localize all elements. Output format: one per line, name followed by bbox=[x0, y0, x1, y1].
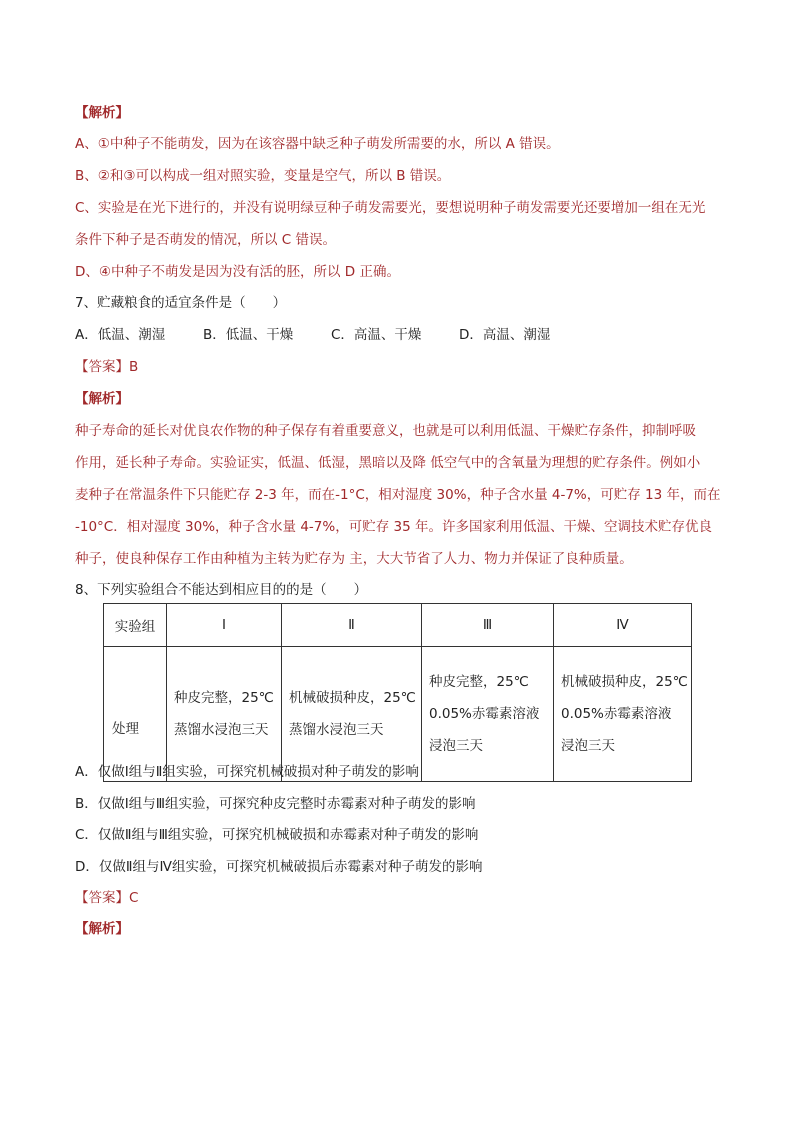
cell-line: 0.05%赤霉素溶液 bbox=[429, 706, 540, 722]
table-cell bbox=[554, 647, 692, 782]
cell-line: 种皮完整，25℃ bbox=[429, 674, 529, 690]
q8-option-d: D．仅做Ⅱ组与Ⅳ组实验，可探究机械破损后赤霉素对种子萌发的影响 bbox=[75, 859, 483, 875]
q7-analysis-line-1: 种子寿命的延长对优良农作物的种子保存有着重要意义，也就是可以利用低温、干燥贮存条件，抑制呼吸 bbox=[75, 423, 696, 439]
question-7-analysis-heading: 【解析】 bbox=[75, 391, 129, 407]
table-row bbox=[104, 647, 692, 782]
cell-line: 种皮完整，25℃ bbox=[174, 690, 274, 706]
q7-analysis-line-5: 种子，使良种保存工作由种植为主转为贮存为 主，大大节省了人力、物力并保证了良种质量。 bbox=[75, 551, 633, 567]
cell-line: 浸泡三天 bbox=[429, 738, 483, 754]
q7-option-b: B．低温、干燥 bbox=[203, 327, 294, 343]
q7-analysis-line-4: -10°C．相对湿度 30%，种子含水量 4-7%，可贮存 35 年。许多国家利用低温、干燥、空调技术贮存优良 bbox=[75, 519, 712, 535]
experiment-table bbox=[103, 603, 692, 782]
analysis-option-a: A、①中种子不能萌发，因为在该容器中缺乏种子萌发所需要的水，所以 A 错误。 bbox=[75, 136, 560, 152]
cell-line: 浸泡三天 bbox=[561, 738, 615, 754]
analysis-option-c-line1: C、实验是在光下进行的，并没有说明绿豆种子萌发需要光，要想说明种子萌发需要光还要增加一组在无光 bbox=[75, 200, 706, 216]
cell-line: 机械破损种皮，25℃ bbox=[561, 674, 688, 690]
q7-analysis-line-3: 麦种子在常温条件下只能贮存 2-3 年，而在-1°C，相对湿度 30%，种子含水量 4-7%，可贮存 13 年，而在 bbox=[75, 487, 721, 503]
cell-line: 蒸馏水浸泡三天 bbox=[289, 722, 384, 738]
q8-option-c: C．仅做Ⅱ组与Ⅲ组实验，可探究机械破损和赤霉素对种子萌发的影响 bbox=[75, 827, 479, 843]
q7-option-d: D．高温、潮湿 bbox=[459, 327, 551, 343]
table-header-cell: Ⅳ bbox=[554, 604, 692, 647]
analysis-option-b: B、②和③可以构成一组对照实验，变量是空气，所以 B 错误。 bbox=[75, 168, 451, 184]
q7-option-a: A．低温、潮湿 bbox=[75, 327, 166, 343]
q7-option-c: C．高温、干燥 bbox=[331, 327, 422, 343]
table-cell bbox=[167, 647, 282, 782]
table-header-row bbox=[104, 604, 692, 647]
question-7-answer: 【答案】B bbox=[75, 359, 139, 375]
table-header-cell: Ⅰ bbox=[167, 604, 282, 647]
cell-line: 0.05%赤霉素溶液 bbox=[561, 706, 672, 722]
q8-option-a: A．仅做Ⅰ组与Ⅱ组实验，可探究机械破损对种子萌发的影响 bbox=[75, 764, 419, 780]
row-label-cell: 处理 bbox=[104, 647, 167, 782]
table-header-cell: Ⅲ bbox=[422, 604, 554, 647]
table-cell bbox=[422, 647, 554, 782]
q8-option-b: B．仅做Ⅰ组与Ⅲ组实验，可探究种皮完整时赤霉素对种子萌发的影响 bbox=[75, 796, 476, 812]
table-header-cell: Ⅱ bbox=[282, 604, 422, 647]
analysis-heading: 【解析】 bbox=[75, 105, 129, 121]
q7-analysis-line-2: 作用，延长种子寿命。实验证实，低温、低湿，黑暗以及降 低空气中的含氧量为理想的贮存条件。例如小 bbox=[75, 455, 701, 471]
question-7-stem: 7、贮藏粮食的适宜条件是（ ） bbox=[75, 295, 287, 311]
analysis-option-d: D、④中种子不萌发是因为没有活的胚，所以 D 正确。 bbox=[75, 264, 400, 280]
question-8-answer: 【答案】C bbox=[75, 890, 139, 906]
cell-line: 蒸馏水浸泡三天 bbox=[174, 722, 269, 738]
table-cell bbox=[282, 647, 422, 782]
table-header-cell: 实验组 bbox=[104, 604, 167, 647]
analysis-option-c-line2: 条件下种子是否萌发的情况，所以 C 错误。 bbox=[75, 232, 337, 248]
cell-line: 机械破损种皮，25℃ bbox=[289, 690, 416, 706]
question-7-options bbox=[75, 326, 550, 344]
question-8-stem: 8、下列实验组合不能达到相应目的的是（ ） bbox=[75, 582, 368, 598]
question-8-analysis-heading: 【解析】 bbox=[75, 921, 129, 937]
